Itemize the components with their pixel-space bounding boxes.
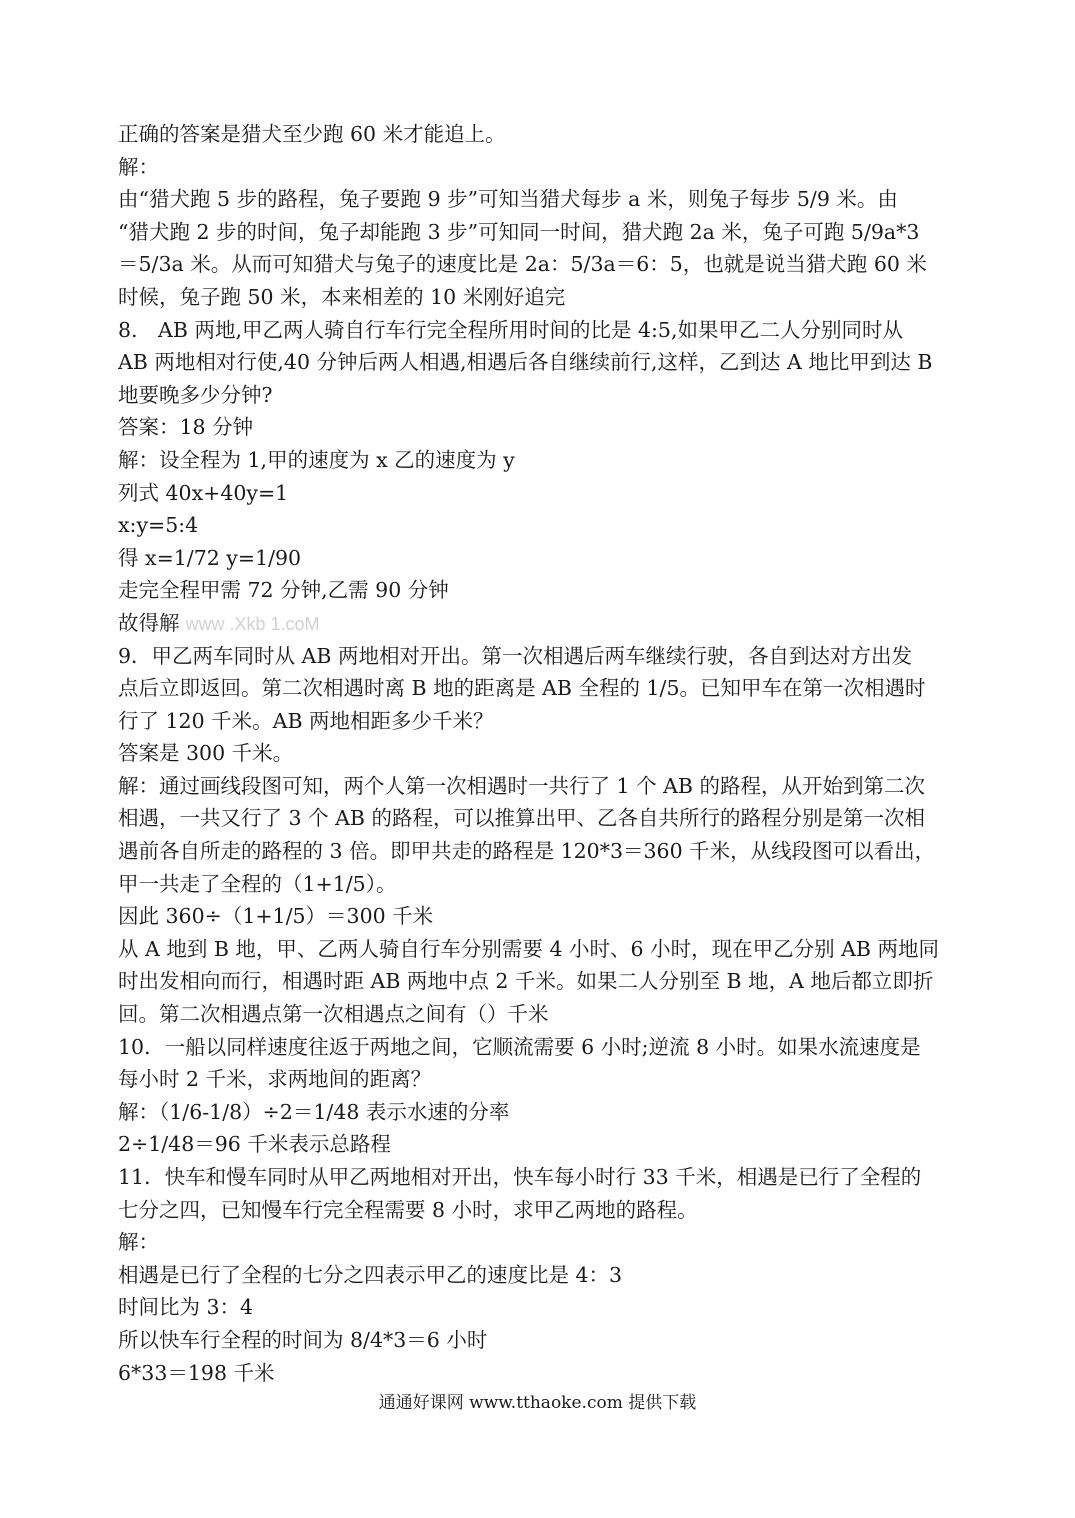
text-line: ＝5/3a 米。从而可知猎犬与兔子的速度比是 2a：5/3a＝6：5，也就是说当猎犬跑 60 米 bbox=[118, 252, 927, 277]
document-body bbox=[118, 118, 960, 1389]
text-line: 解：（1/6-1/8）÷2＝1/48 表示水速的分率 bbox=[118, 1099, 510, 1124]
text-line: 回。第二次相遇点第一次相遇点之间有（）千米 bbox=[118, 1002, 549, 1027]
text-line: 解：设全程为 1,甲的速度为 x 乙的速度为 y bbox=[118, 447, 515, 472]
text-line: 列式 40x+40y=1 bbox=[118, 480, 289, 505]
question-11-line: 11．快车和慢车同时从甲乙两地相对开出，快车每小时行 33 千米，相遇是已行了全程的 bbox=[118, 1165, 922, 1189]
text-line: 所以快车行全程的时间为 8/4*3＝6 小时 bbox=[118, 1327, 488, 1352]
text-line: “猎犬跑 2 步的时间，兔子却能跑 3 步”可知同一时间，猎犬跑 2a 米，兔子可跑 5/9a*3 bbox=[118, 219, 920, 244]
text-line: 解：通过画线段图可知，两个人第一次相遇时一共行了 1 个 AB 的路程，从开始到第二次 bbox=[118, 773, 925, 798]
text-line: 时出发相向而行，相遇时距 AB 两地中点 2 千米。如果二人分别至 B 地，A 地后都立即折 bbox=[118, 969, 934, 994]
text-line: 点后立即返回。第二次相遇时离 B 地的距离是 AB 全程的 1/5。已知甲车在第一次相遇时 bbox=[118, 676, 926, 701]
text-line: 相遇是已行了全程的七分之四表示甲乙的速度比是 4：3 bbox=[118, 1262, 623, 1287]
text-line: 解： bbox=[118, 154, 159, 179]
text-line: 地要晚多少分钟? bbox=[118, 382, 273, 407]
text-line: 解： bbox=[118, 1230, 159, 1255]
page-footer: 通通好课网 www.tthaoke.com 提供下载 bbox=[378, 1393, 697, 1413]
text-line: 走完全程甲需 72 分钟,乙需 90 分钟 bbox=[118, 578, 449, 603]
text-line: 时候，兔子跑 50 米，本来相差的 10 米刚好追完 bbox=[118, 284, 566, 309]
text-line: 从 A 地到 B 地，甲、乙两人骑自行车分别需要 4 小时、6 小时，现在甲乙分别 AB 两地同 bbox=[118, 936, 939, 961]
text-line-with-watermark bbox=[118, 607, 960, 640]
question-10-line: 10．一船以同样速度往返于两地之间，它顺流需要 6 小时;逆流 8 小时。如果水流速度是 bbox=[118, 1034, 921, 1059]
question-9-line: 9．甲乙两车同时从 AB 两地相对开出。第一次相遇后两车继续行驶，各自到达对方出发 bbox=[118, 643, 912, 668]
text-line: 2÷1/48＝96 千米表示总路程 bbox=[118, 1132, 391, 1157]
text-line: 得 x=1/72 y=1/90 bbox=[118, 545, 302, 570]
text-line: x:y=5:4 bbox=[118, 513, 199, 538]
text-line: 相遇，一共又行了 3 个 AB 的路程，可以推算出甲、乙各自共所行的路程分别是第一次相 bbox=[118, 806, 925, 831]
text-line: 正确的答案是猎犬至少跑 60 米才能追上。 bbox=[118, 122, 506, 146]
text-line: AB 两地相对行使,40 分钟后两人相遇,相遇后各自继续前行,这样，乙到达 A 地比甲到达 B bbox=[118, 350, 933, 375]
watermark: www .Xkb 1.coM bbox=[185, 613, 320, 634]
text-line: 遇前各自所走的路程的 3 倍。即甲共走的路程是 120*3＝360 千米，从线段图可以看出， bbox=[118, 839, 936, 864]
text-line: 行了 120 千米。AB 两地相距多少千米？ bbox=[118, 708, 494, 733]
text-segment: 故得解 bbox=[118, 610, 180, 635]
text-line: 6*33＝198 千米 bbox=[118, 1360, 275, 1385]
text-line: 七分之四，已知慢车行完全程需要 8 小时，求甲乙两地的路程。 bbox=[118, 1197, 698, 1222]
answer-line: 答案是 300 千米。 bbox=[118, 741, 294, 766]
text-line: 甲一共走了全程的（1+1/5）。 bbox=[118, 871, 397, 896]
text-line: 每小时 2 千米，求两地间的距离？ bbox=[118, 1067, 432, 1092]
answer-line: 答案：18 分钟 bbox=[118, 415, 254, 440]
question-8-line: 8. AB 两地,甲乙两人骑自行车行完全程所用时间的比是 4:5,如果甲乙二人分别同时从 bbox=[118, 317, 903, 342]
text-line: 因此 360÷（1+1/5）＝300 千米 bbox=[118, 904, 434, 929]
text-line: 时间比为 3：4 bbox=[118, 1295, 254, 1320]
text-line: 由“猎犬跑 5 步的路程，兔子要跑 9 步”可知当猎犬每步 a 米，则兔子每步 5/9 米。由 bbox=[118, 187, 898, 212]
